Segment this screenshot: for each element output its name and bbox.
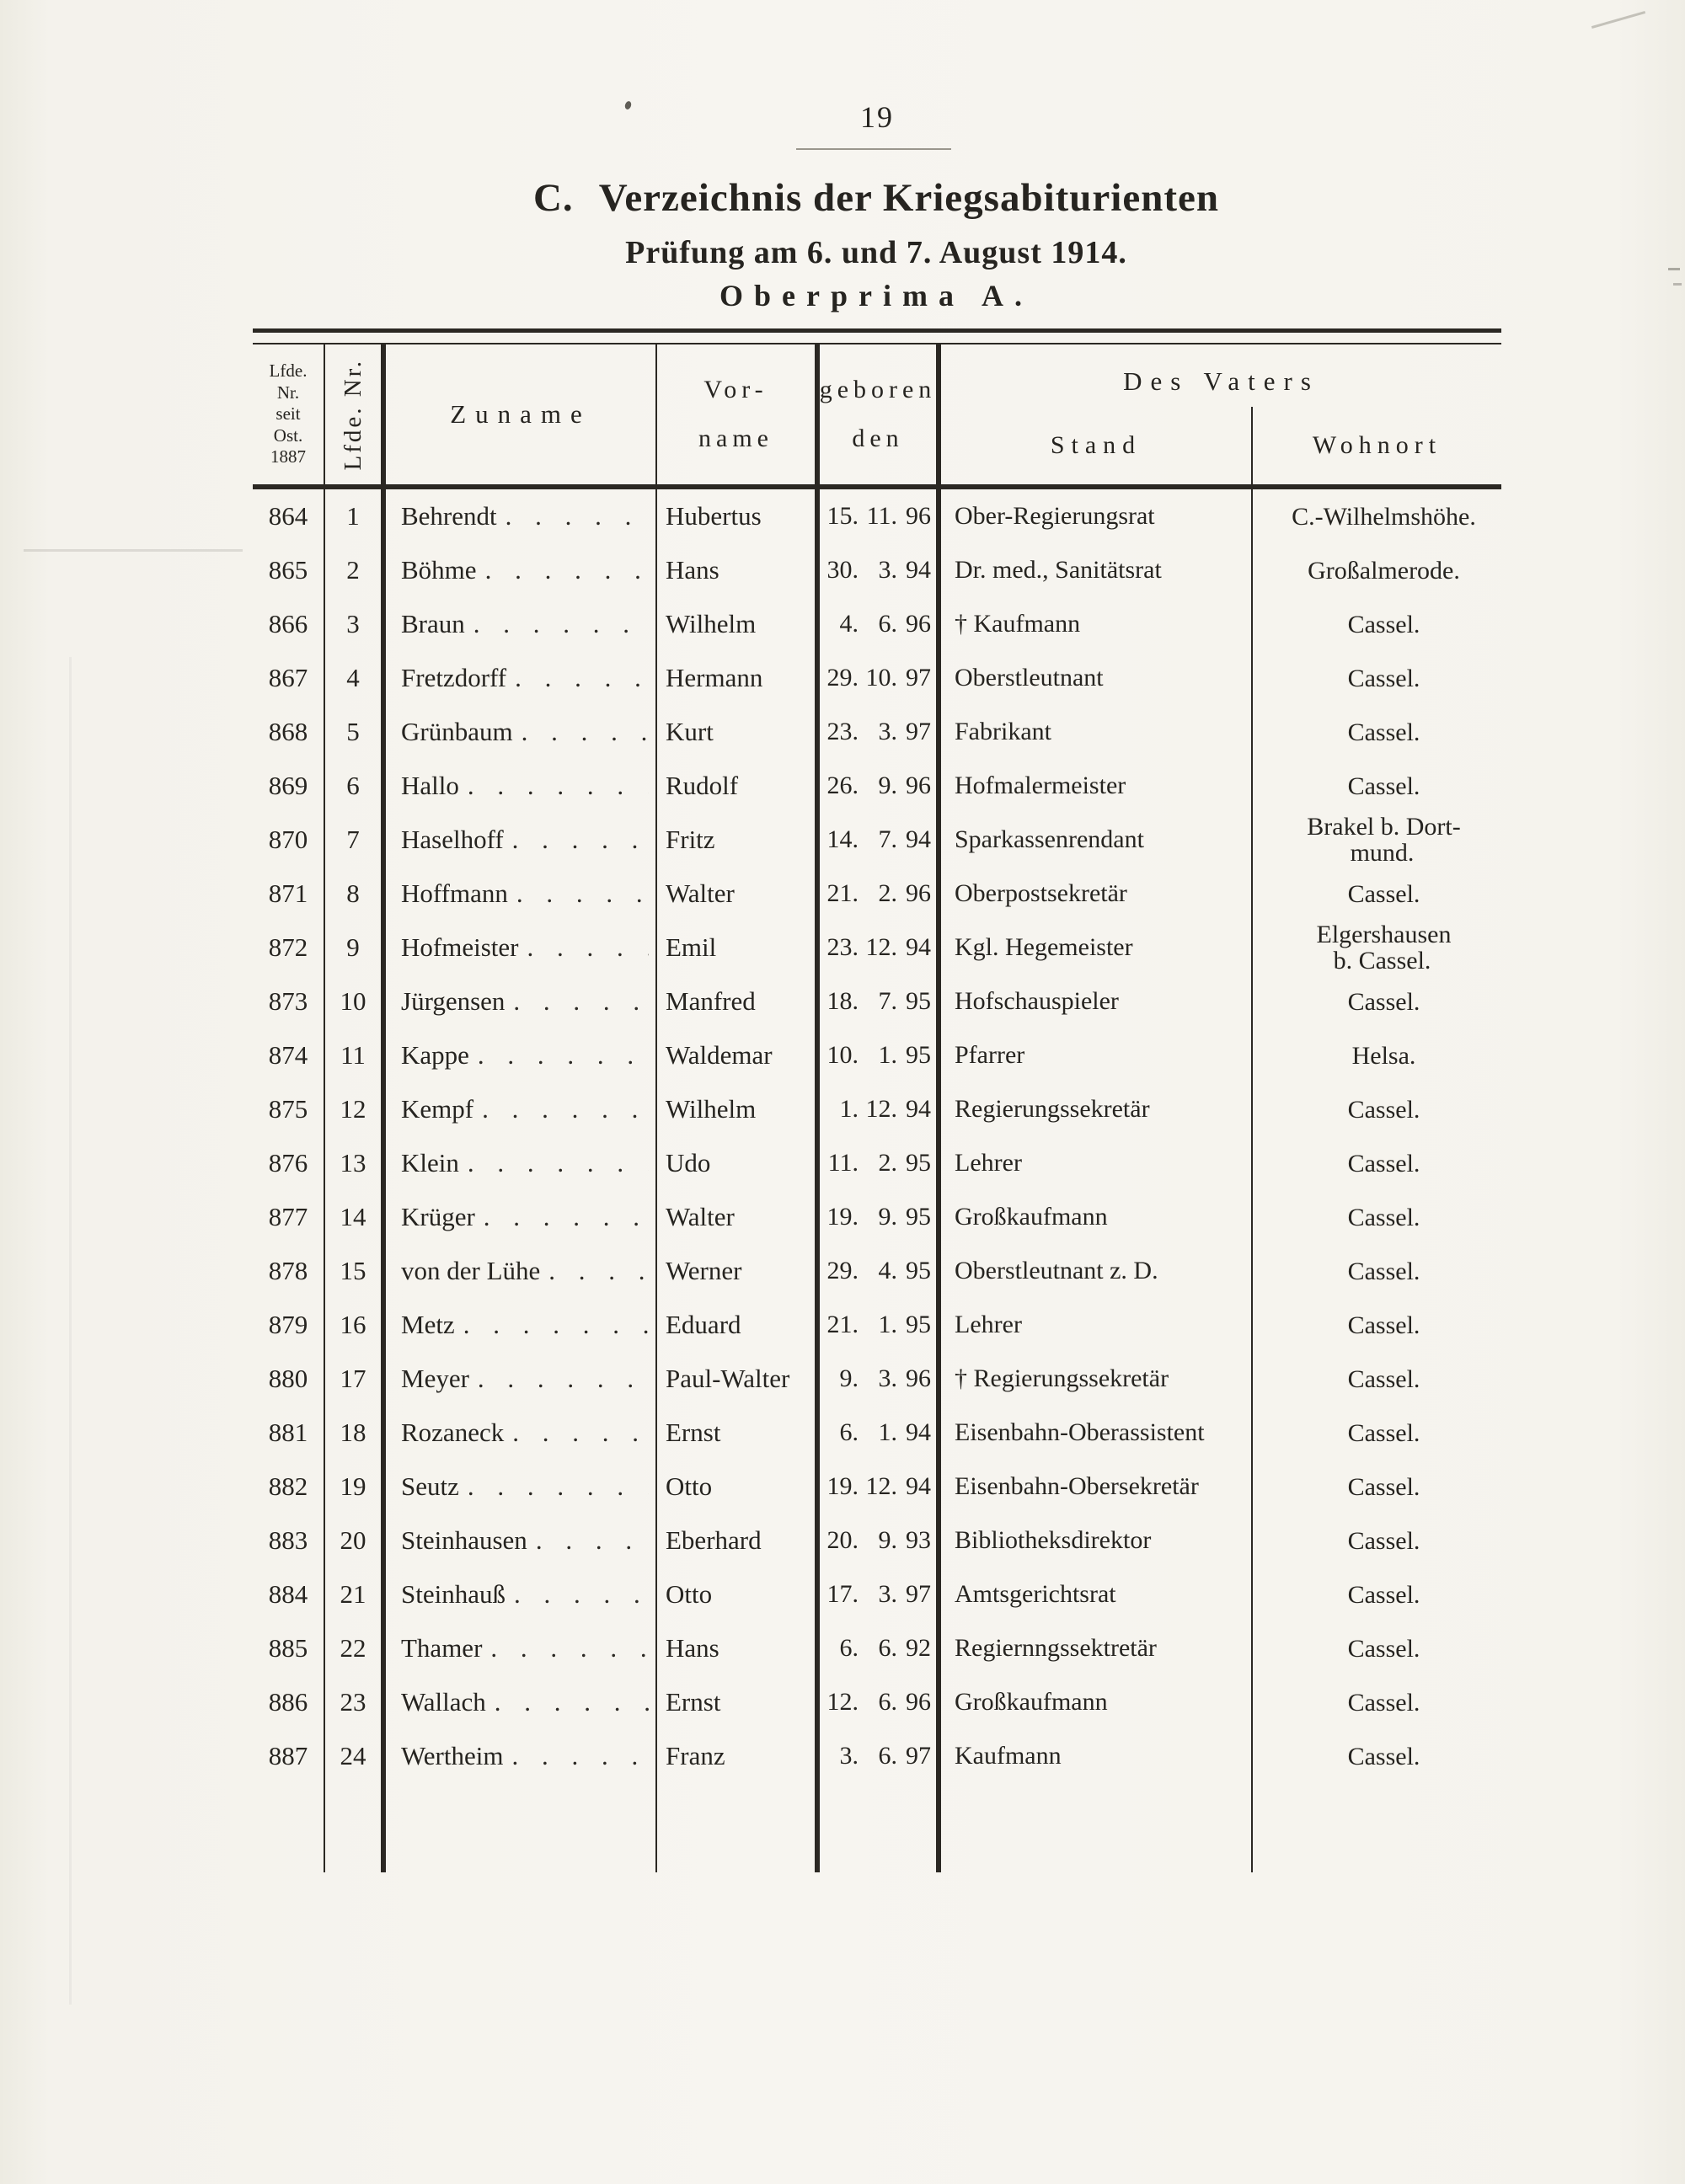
cell-firstname: Werner xyxy=(657,1244,820,1298)
cell-firstname: Hubertus xyxy=(657,489,820,543)
cell-father-residence: Cassel. xyxy=(1347,987,1420,1016)
cell-father-residence: Cassel. xyxy=(1347,1580,1420,1609)
dot-leader xyxy=(463,1310,649,1340)
cell-firstname: Kurt xyxy=(657,705,820,759)
cell-running-number: 10 xyxy=(325,975,386,1028)
cell-running-number: 22 xyxy=(325,1621,386,1675)
cell-father-residence: Cassel. xyxy=(1347,1203,1420,1231)
cell-father-residence: Cassel. xyxy=(1347,1472,1420,1501)
cell-birthdate: 1. 12. 94 xyxy=(820,1082,941,1136)
table-row xyxy=(253,1352,1501,1406)
cell-firstname: Franz xyxy=(657,1729,820,1783)
cell-serial-number: 872 xyxy=(253,921,325,975)
cell-birthdate: 12. 6. 96 xyxy=(820,1675,941,1729)
cell-surname: Rozaneck . . . xyxy=(386,1406,657,1460)
cell-father-residence: Cassel. xyxy=(1347,772,1420,800)
cell-firstname: Otto xyxy=(657,1567,820,1621)
header-father-group xyxy=(941,344,1501,484)
cell-birthdate: 21. 2. 96 xyxy=(820,867,941,921)
cell-running-number: 17 xyxy=(325,1352,386,1406)
dot-leader xyxy=(478,1040,649,1071)
cell-birthdate: 14. 7. 94 xyxy=(820,813,941,867)
cell-running-number: 13 xyxy=(325,1136,386,1190)
cell-father-occupation: † Kaufmann xyxy=(941,597,1253,651)
table-row xyxy=(253,1567,1501,1621)
table-row xyxy=(253,1514,1501,1567)
dot-leader xyxy=(511,1741,649,1771)
cell-father-occupation: Bibliotheksdirektor xyxy=(941,1514,1253,1567)
cell-father-residence: Cassel. xyxy=(1347,718,1420,746)
cell-father-occupation: Oberpostsekretär xyxy=(941,867,1253,921)
table-top-rule xyxy=(253,328,1501,344)
cell-birthdate: 6. 1. 94 xyxy=(820,1406,941,1460)
table-row xyxy=(253,1244,1501,1298)
cell-running-number: 23 xyxy=(325,1675,386,1729)
cell-father-occupation: Regiernngssektretär xyxy=(941,1621,1253,1675)
cell-running-number: 21 xyxy=(325,1567,386,1621)
cell-father-occupation: Eisenbahn-Oberassistent xyxy=(941,1406,1253,1460)
cell-serial-number: 877 xyxy=(253,1190,325,1244)
cell-birthdate: 3. 6. 97 xyxy=(820,1729,941,1783)
dot-leader xyxy=(536,1525,649,1556)
cell-running-number: 8 xyxy=(325,867,386,921)
cell-father-occupation: Kgl. Hegemeister xyxy=(941,921,1253,975)
dot-leader xyxy=(478,1364,649,1394)
cell-father-residence: Cassel. xyxy=(1347,1418,1420,1447)
cell-birthdate: 26. 9. 96 xyxy=(820,759,941,813)
cell-father-residence: Cassel. xyxy=(1347,1526,1420,1555)
cell-surname: Kempf . . . xyxy=(386,1082,657,1136)
cell-serial-number: 879 xyxy=(253,1298,325,1352)
table-row xyxy=(253,1406,1501,1460)
cell-surname: Wertheim . . . xyxy=(386,1729,657,1783)
cell-running-number: 5 xyxy=(325,705,386,759)
cell-running-number: 6 xyxy=(325,759,386,813)
header-father-subrow xyxy=(941,407,1501,484)
cell-serial-number: 870 xyxy=(253,813,325,867)
page-number-rule xyxy=(796,148,951,150)
cell-firstname: Eduard xyxy=(657,1298,820,1352)
table-row xyxy=(253,705,1501,759)
dot-leader xyxy=(468,1471,649,1502)
dot-leader xyxy=(468,771,649,801)
cell-surname: Metz . . . xyxy=(386,1298,657,1352)
table-row xyxy=(253,1082,1501,1136)
cell-birthdate: 18. 7. 95 xyxy=(820,975,941,1028)
cell-firstname: Hans xyxy=(657,1621,820,1675)
cell-father-residence: Cassel. xyxy=(1347,1364,1420,1393)
cell-surname: von der Lühe . . . xyxy=(386,1244,657,1298)
cell-birthdate: 29. 4. 95 xyxy=(820,1244,941,1298)
graduates-table xyxy=(253,328,1501,1872)
header-father-residence: Wohnort xyxy=(1312,431,1442,459)
dot-leader xyxy=(482,1094,649,1124)
cell-surname: Thamer . . . xyxy=(386,1621,657,1675)
cell-running-number: 7 xyxy=(325,813,386,867)
cell-father-occupation: Pfarrer xyxy=(941,1028,1253,1082)
cell-surname: Haselhoff . . . xyxy=(386,813,657,867)
cell-father-occupation: Oberstleutnant z. D. xyxy=(941,1244,1253,1298)
table-row xyxy=(253,921,1501,975)
table-row xyxy=(253,1190,1501,1244)
table-row xyxy=(253,597,1501,651)
cell-firstname: Wilhelm xyxy=(657,597,820,651)
cell-serial-number: 882 xyxy=(253,1460,325,1514)
cell-serial-number: 881 xyxy=(253,1406,325,1460)
table-row xyxy=(253,1675,1501,1729)
cell-father-occupation: Großkaufmann xyxy=(941,1190,1253,1244)
cell-serial-number: 878 xyxy=(253,1244,325,1298)
cell-serial-number: 880 xyxy=(253,1352,325,1406)
dot-leader xyxy=(495,1687,649,1717)
cell-running-number: 3 xyxy=(325,597,386,651)
cell-birthdate: 20. 9. 93 xyxy=(820,1514,941,1567)
cell-birthdate: 17. 3. 97 xyxy=(820,1567,941,1621)
cell-serial-number: 886 xyxy=(253,1675,325,1729)
cell-running-number: 14 xyxy=(325,1190,386,1244)
cell-firstname: Ernst xyxy=(657,1675,820,1729)
dot-leader xyxy=(512,825,649,855)
cell-running-number: 4 xyxy=(325,651,386,705)
cell-firstname: Otto xyxy=(657,1460,820,1514)
table-row xyxy=(253,867,1501,921)
cell-father-residence: Brakel b. Dort- mund. xyxy=(1307,813,1461,867)
cell-running-number: 12 xyxy=(325,1082,386,1136)
cell-surname: Kappe . . . xyxy=(386,1028,657,1082)
cell-father-residence: Cassel. xyxy=(1347,1634,1420,1663)
dot-leader xyxy=(490,1633,649,1663)
cell-surname: Krüger . . . xyxy=(386,1190,657,1244)
cell-father-occupation: † Regierungssekretär xyxy=(941,1352,1253,1406)
cell-serial-number: 866 xyxy=(253,597,325,651)
table-row xyxy=(253,651,1501,705)
dot-leader xyxy=(514,1579,649,1610)
cell-running-number: 9 xyxy=(325,921,386,975)
cell-surname: Wallach . . . xyxy=(386,1675,657,1729)
table-body xyxy=(253,489,1501,1783)
cell-birthdate: 19. 9. 95 xyxy=(820,1190,941,1244)
cell-father-occupation: Regierungssekretär xyxy=(941,1082,1253,1136)
cell-running-number: 15 xyxy=(325,1244,386,1298)
cell-serial-number: 864 xyxy=(253,489,325,543)
table-trailing-rules xyxy=(253,1783,1501,1872)
document-subtitle: Prüfung am 6. und 7. August 1914. xyxy=(625,235,1127,270)
scan-speck xyxy=(1673,283,1682,286)
cell-father-residence: C.-Wilhelmshöhe. xyxy=(1292,502,1476,531)
cell-birthdate: 23. 3. 97 xyxy=(820,705,941,759)
scan-smudge xyxy=(24,549,243,552)
dot-leader xyxy=(506,501,649,531)
cell-firstname: Walter xyxy=(657,867,820,921)
table-row xyxy=(253,759,1501,813)
cell-serial-number: 883 xyxy=(253,1514,325,1567)
table-row xyxy=(253,1460,1501,1514)
cell-running-number: 16 xyxy=(325,1298,386,1352)
cell-surname: Grünbaum . . . xyxy=(386,705,657,759)
cell-birthdate: 10. 1. 95 xyxy=(820,1028,941,1082)
cell-firstname: Manfred xyxy=(657,975,820,1028)
cell-father-residence: Cassel. xyxy=(1347,1257,1420,1285)
dot-leader xyxy=(468,1148,649,1178)
cell-firstname: Ernst xyxy=(657,1406,820,1460)
cell-birthdate: 11. 2. 95 xyxy=(820,1136,941,1190)
dot-leader xyxy=(522,717,649,747)
cell-serial-number: 876 xyxy=(253,1136,325,1190)
cell-firstname: Hermann xyxy=(657,651,820,705)
cell-birthdate: 30. 3. 94 xyxy=(820,543,941,597)
cell-running-number: 20 xyxy=(325,1514,386,1567)
cell-father-occupation: Großkaufmann xyxy=(941,1675,1253,1729)
document-title xyxy=(219,175,1533,221)
cell-father-residence: Cassel. xyxy=(1347,1149,1420,1177)
cell-firstname: Eberhard xyxy=(657,1514,820,1567)
cell-running-number: 19 xyxy=(325,1460,386,1514)
cell-father-occupation: Eisenbahn-Obersekretär xyxy=(941,1460,1253,1514)
cell-surname: Jürgensen . . . xyxy=(386,975,657,1028)
cell-father-occupation: Kaufmann xyxy=(941,1729,1253,1783)
cell-firstname: Rudolf xyxy=(657,759,820,813)
cell-serial-number: 885 xyxy=(253,1621,325,1675)
table-row xyxy=(253,1729,1501,1783)
cell-birthdate: 19. 12. 94 xyxy=(820,1460,941,1514)
cell-surname: Hoffmann . . . xyxy=(386,867,657,921)
cell-birthdate: 4. 6. 96 xyxy=(820,597,941,651)
cell-father-occupation: Sparkassenrendant xyxy=(941,813,1253,867)
cell-firstname: Wilhelm xyxy=(657,1082,820,1136)
cell-father-occupation: Dr. med., Sanitätsrat xyxy=(941,543,1253,597)
cell-father-residence: Cassel. xyxy=(1347,664,1420,692)
cell-father-occupation: Amtsgerichtsrat xyxy=(941,1567,1253,1621)
dot-leader xyxy=(527,932,649,963)
cell-running-number: 2 xyxy=(325,543,386,597)
cell-firstname: Walter xyxy=(657,1190,820,1244)
cell-birthdate: 6. 6. 92 xyxy=(820,1621,941,1675)
cell-birthdate: 21. 1. 95 xyxy=(820,1298,941,1352)
cell-father-occupation: Hofschauspieler xyxy=(941,975,1253,1028)
cell-father-occupation: Lehrer xyxy=(941,1298,1253,1352)
cell-surname: Meyer . . . xyxy=(386,1352,657,1406)
scan-speck xyxy=(1668,268,1680,270)
cell-firstname: Waldemar xyxy=(657,1028,820,1082)
cell-serial-number: 887 xyxy=(253,1729,325,1783)
cell-serial-number: 867 xyxy=(253,651,325,705)
cell-serial-number: 865 xyxy=(253,543,325,597)
cell-surname: Fretzdorff . . . xyxy=(386,651,657,705)
cell-serial-number: 873 xyxy=(253,975,325,1028)
cell-surname: Seutz . . . xyxy=(386,1460,657,1514)
header-running-number: Lfde. Nr. xyxy=(325,344,386,484)
title-text: Verzeichnis der Kriegsabiturienten xyxy=(598,176,1220,220)
cell-serial-number: 874 xyxy=(253,1028,325,1082)
cell-father-residence: Helsa. xyxy=(1351,1041,1416,1070)
dot-leader xyxy=(548,1256,649,1286)
cell-birthdate: 9. 3. 96 xyxy=(820,1352,941,1406)
table-header-row xyxy=(253,344,1501,484)
dot-leader xyxy=(485,555,649,585)
cell-running-number: 24 xyxy=(325,1729,386,1783)
scan-streak xyxy=(69,657,72,2005)
cell-serial-number: 875 xyxy=(253,1082,325,1136)
cell-birthdate: 23. 12. 94 xyxy=(820,921,941,975)
header-surname: Zuname xyxy=(386,344,657,484)
cell-father-occupation: Fabrikant xyxy=(941,705,1253,759)
cell-surname: Behrendt . . . xyxy=(386,489,657,543)
cell-father-residence: Cassel. xyxy=(1347,610,1420,638)
header-father-label: Des Vaters xyxy=(1123,366,1319,396)
header-birthdate: geboren den xyxy=(820,344,941,484)
table-row xyxy=(253,1298,1501,1352)
header-serial-since-1887: Lfde. Nr. seit Ost. 1887 xyxy=(253,344,325,484)
cell-father-occupation: Hofmalermeister xyxy=(941,759,1253,813)
cell-firstname: Udo xyxy=(657,1136,820,1190)
cell-surname: Hallo . . . xyxy=(386,759,657,813)
cell-serial-number: 871 xyxy=(253,867,325,921)
table-row xyxy=(253,1136,1501,1190)
dot-leader xyxy=(513,986,649,1017)
cell-running-number: 1 xyxy=(325,489,386,543)
cell-surname: Böhme . . . xyxy=(386,543,657,597)
cell-serial-number: 868 xyxy=(253,705,325,759)
section-heading: Oberprima A. xyxy=(719,279,1033,312)
cell-father-occupation: Lehrer xyxy=(941,1136,1253,1190)
cell-father-residence: Cassel. xyxy=(1347,1688,1420,1717)
cell-father-occupation: Ober-Regierungsrat xyxy=(941,489,1253,543)
table-row xyxy=(253,1028,1501,1082)
cell-father-residence: Elgershausen b. Cassel. xyxy=(1316,921,1452,975)
table-row xyxy=(253,1621,1501,1675)
cell-surname: Steinhauß . . . xyxy=(386,1567,657,1621)
cell-running-number: 18 xyxy=(325,1406,386,1460)
table-row xyxy=(253,543,1501,597)
header-father-occupation: Stand xyxy=(941,407,1253,484)
table-row xyxy=(253,813,1501,867)
dot-leader xyxy=(516,878,649,909)
dot-leader xyxy=(512,1418,649,1448)
table-row xyxy=(253,975,1501,1028)
page-number: 19 xyxy=(860,100,894,134)
cell-birthdate: 29. 10. 97 xyxy=(820,651,941,705)
cell-firstname: Emil xyxy=(657,921,820,975)
cell-surname: Steinhausen . . . xyxy=(386,1514,657,1567)
cell-birthdate: 15. 11. 96 xyxy=(820,489,941,543)
cell-father-residence: Cassel. xyxy=(1347,1742,1420,1770)
title-section-letter: C. xyxy=(532,176,574,220)
cell-firstname: Hans xyxy=(657,543,820,597)
dot-leader xyxy=(484,1202,649,1232)
dot-leader xyxy=(473,609,649,639)
cell-surname: Klein . . . xyxy=(386,1136,657,1190)
header-firstname: Vor- name xyxy=(657,344,820,484)
cell-father-occupation: Oberstleutnant xyxy=(941,651,1253,705)
cell-running-number: 11 xyxy=(325,1028,386,1082)
cell-father-residence: Cassel. xyxy=(1347,1095,1420,1124)
cell-firstname: Paul-Walter xyxy=(657,1352,820,1406)
cell-serial-number: 869 xyxy=(253,759,325,813)
table-row xyxy=(253,489,1501,543)
cell-father-residence: Großalmerode. xyxy=(1308,556,1460,585)
cell-surname: Hofmeister . . . xyxy=(386,921,657,975)
cell-father-residence: Cassel. xyxy=(1347,1311,1420,1339)
cell-father-residence: Cassel. xyxy=(1347,879,1420,908)
dot-leader xyxy=(515,663,649,693)
cell-surname: Braun . . . xyxy=(386,597,657,651)
scan-speck xyxy=(1591,11,1645,29)
cell-firstname: Fritz xyxy=(657,813,820,867)
cell-serial-number: 884 xyxy=(253,1567,325,1621)
